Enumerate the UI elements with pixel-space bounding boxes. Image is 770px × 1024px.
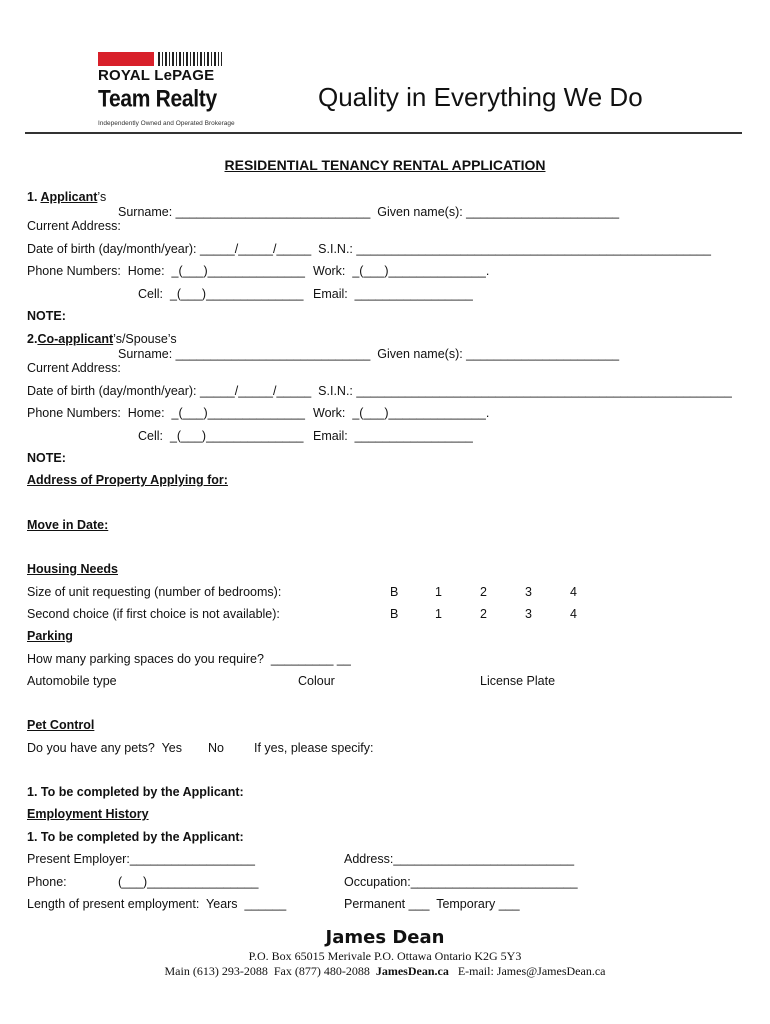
present-employer-field[interactable]: Present Employer:__________________ (27, 852, 255, 866)
employment-instruction-2: 1. To be completed by the Applicant: (27, 830, 244, 844)
housing-size-option[interactable]: 4 (570, 585, 577, 599)
form-title: RESIDENTIAL TENANCY RENTAL APPLICATION (224, 157, 546, 173)
housing-second-option[interactable]: 4 (570, 607, 577, 621)
housing-second-option[interactable]: B (390, 607, 399, 621)
employment-type-field[interactable]: Permanent ___ Temporary ___ (344, 897, 520, 911)
applicant-dob-sin-field[interactable]: Date of birth (day/month/year): _____/_____/_____ S.I.N.: ___________________________________________________ (27, 242, 711, 256)
parking-heading: Parking (27, 629, 73, 643)
applicant-current-address-label: Current Address: (27, 219, 121, 233)
coapplicant-dob-sin-field[interactable]: Date of birth (day/month/year): _____/_____/_____ S.I.N.: ______________________________________________________ (27, 384, 732, 398)
employer-phone-field[interactable]: (___)________________ (118, 875, 259, 889)
applicant-note: NOTE: (27, 309, 66, 323)
footer-website-link[interactable]: JamesDean.ca (375, 964, 449, 978)
housing-second-option[interactable]: 3 (525, 607, 532, 621)
employer-phone-label: Phone: (27, 875, 67, 889)
coapplicant-heading (27, 332, 177, 347)
coapplicant-surname-field[interactable]: Surname: ____________________________ Given name(s): ______________________ (118, 347, 620, 361)
occupation-field[interactable]: Occupation:________________________ (344, 875, 578, 889)
coapplicant-cell-field[interactable]: Cell: _(___)______________ (138, 429, 304, 443)
footer-email[interactable]: E-mail: James@JamesDean.ca (448, 964, 606, 978)
header-tagline: Quality in Everything We Do (318, 82, 643, 112)
housing-second-choice-label: Second choice (if first choice is not available): (27, 607, 280, 621)
footer-phone-fax: Main (613) 293-2088 Fax (877) 480-2088 (164, 964, 376, 978)
coapplicant-email-field[interactable]: Email: _________________ (313, 429, 473, 443)
logo-red-block (98, 52, 154, 66)
pet-control-heading: Pet Control (27, 718, 95, 732)
pets-no-option[interactable]: No (208, 741, 224, 755)
coapplicant-phone-work-field[interactable]: Work: _(___)______________. (313, 406, 490, 420)
housing-size-label: Size of unit requesting (number of bedrooms): (27, 585, 282, 599)
housing-needs-heading: Housing Needs (27, 562, 118, 576)
logo-brand: ROYAL LePAGE (98, 67, 215, 84)
parking-spaces-field[interactable]: How many parking spaces do you require? _________ __ (27, 652, 351, 666)
housing-size-option[interactable]: 1 (435, 585, 442, 599)
header-divider (25, 132, 742, 134)
housing-size-option[interactable]: B (390, 585, 399, 599)
footer-address: P.O. Box 65015 Merivale P.O. Ottawa Ontario K2G 5Y3 (248, 949, 522, 963)
applicant-heading (27, 190, 106, 205)
automobile-type-label: Automobile type (27, 674, 117, 688)
coapplicant-current-address-label: Current Address: (27, 361, 121, 375)
employer-address-field[interactable]: Address:__________________________ (344, 852, 575, 866)
company-logo (98, 52, 235, 132)
footer-agent-name: James Dean (325, 927, 445, 948)
employment-history-heading: Employment History (27, 807, 149, 821)
colour-label: Colour (298, 674, 335, 688)
pets-specify-label: If yes, please specify: (254, 741, 374, 755)
logo-name: Team Realty (98, 86, 217, 113)
coapplicant-note: NOTE: (27, 451, 66, 465)
employment-length-field[interactable]: Length of present employment: Years ______ (27, 897, 287, 911)
housing-second-option[interactable]: 2 (480, 607, 487, 621)
logo-stripes (158, 52, 222, 66)
applicant-phone-home-field[interactable]: Phone Numbers: Home: _(___)______________ (27, 264, 305, 278)
housing-second-option[interactable]: 1 (435, 607, 442, 621)
applicant-cell-field[interactable]: Cell: _(___)______________ (138, 287, 304, 301)
property-address-label: Address of Property Applying for: (27, 473, 228, 487)
footer-contact (0, 964, 770, 979)
applicant-heading-suffix: ’s (97, 190, 107, 204)
coapplicant-heading-num: 2. (27, 332, 38, 346)
license-plate-label: License Plate (480, 674, 556, 688)
pets-yes-option[interactable]: Do you have any pets? Yes (27, 741, 182, 755)
coapplicant-heading-word: Co-applicant (37, 332, 114, 346)
applicant-phone-work-field[interactable]: Work: _(___)______________. (313, 264, 490, 278)
employment-instruction-1: 1. To be completed by the Applicant: (27, 785, 244, 799)
logo-tagline: Independently Owned and Operated Brokerage (98, 120, 235, 127)
applicant-heading-num: 1. (27, 190, 41, 204)
applicant-heading-word: Applicant (40, 190, 98, 204)
coapplicant-phone-home-field[interactable]: Phone Numbers: Home: _(___)______________ (27, 406, 305, 420)
housing-size-option[interactable]: 2 (480, 585, 487, 599)
applicant-surname-field[interactable]: Surname: ____________________________ Given name(s): ______________________ (118, 205, 620, 219)
housing-size-option[interactable]: 3 (525, 585, 532, 599)
move-in-date-label: Move in Date: (27, 518, 109, 532)
applicant-email-field[interactable]: Email: _________________ (313, 287, 473, 301)
coapplicant-heading-suffix: ’s/Spouse’s (113, 332, 177, 346)
